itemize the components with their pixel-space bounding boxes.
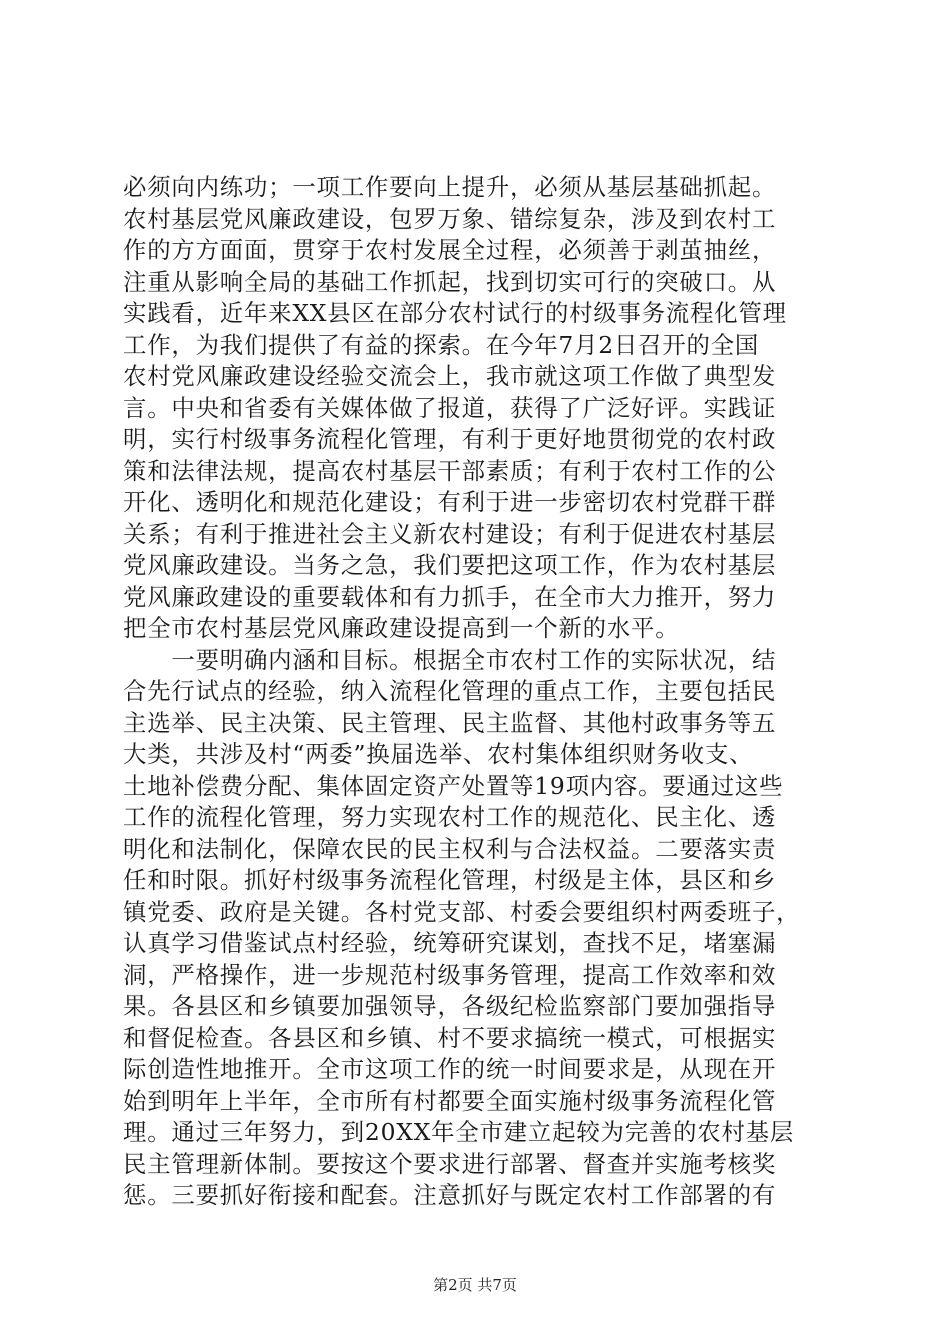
text-line: 明，实行村级事务流程化管理，有利于更好地贯彻党的农村政 (123, 425, 777, 453)
text-line: 注重从影响全局的基础工作抓起，找到切实可行的突破口。从 (123, 267, 777, 296)
text-line: 实践看，近年来XX县区在部分农村试行的村级事务流程化管理 (123, 299, 787, 327)
text-line: 开化、透明化和规范化建设；有利于进一步密切农村党群干群 (123, 488, 777, 516)
text-line: 民主管理新体制。要按这个要求进行部署、督查并实施考核奖 (123, 1149, 777, 1178)
text-line: 大类，共涉及村“两委”换届选举、农村集体组织财务收支、 (123, 740, 754, 768)
text-line: 把全市农村基层党风廉政建设提高到一个新的水平。 (123, 614, 680, 642)
text-line: 际创造性地推开。全市这项工作的统一时间要求是，从现在开 (123, 1055, 777, 1083)
text-line: 工作，为我们提供了有益的探索。在今年7月2日召开的全国 (123, 330, 760, 359)
text-line: 言。中央和省委有关媒体做了报道，获得了广泛好评。实践证 (123, 393, 777, 422)
text-line: 农村基层党风廉政建设，包罗万象、错综复杂，涉及到农村工 (123, 204, 777, 233)
page-number-footer: 第2页 共7页 (433, 1276, 517, 1294)
text-line: 主选举、民主决策、民主管理、民主监督、其他村政事务等五 (123, 708, 777, 737)
text-line: 作的方方面面，贯穿于农村发展全过程，必须善于剥茧抽丝， (123, 236, 777, 264)
text-line: 任和时限。抓好村级事务流程化管理，村级是主体，县区和乡 (123, 866, 777, 894)
text-line: 土地补偿费分配、集体固定资产处置等19项内容。要通过这些 (123, 771, 784, 800)
text-line: 党风廉政建设的重要载体和有力抓手，在全市大力推开，努力 (123, 582, 777, 611)
text-line: 洞，严格操作，进一步规范村级事务管理，提高工作效率和效 (123, 960, 777, 989)
text-line: 明化和法制化，保障农民的民主权利与合法权益。二要落实责 (123, 834, 777, 863)
text-line: 始到明年上半年，全市所有村都要全面实施村级事务流程化管 (123, 1086, 777, 1115)
body-text (123, 172, 835, 1212)
text-line: 工作的流程化管理，努力实现农村工作的规范化、民主化、透 (123, 803, 777, 831)
text-line: 关系；有利于推进社会主义新农村建设；有利于促进农村基层 (123, 519, 777, 548)
text-line: 果。各县区和乡镇要加强领导，各级纪检监察部门要加强指导 (123, 992, 777, 1020)
text-line: 一要明确内涵和目标。根据全市农村工作的实际状况，结 (123, 645, 777, 674)
text-line: 农村党风廉政建设经验交流会上，我市就这项工作做了典型发 (123, 362, 777, 390)
text-line: 党风廉政建设。当务之急，我们要把这项工作，作为农村基层 (123, 551, 777, 579)
text-line: 认真学习借鉴试点村经验，统筹研究谋划，查找不足，堵塞漏 (123, 929, 777, 957)
text-line: 理。通过三年努力，到20XX年全市建立起较为完善的农村基层 (123, 1118, 795, 1146)
text-line: 和督促检查。各县区和乡镇、村不要求搞统一模式，可根据实 (123, 1023, 777, 1052)
text-line: 惩。三要抓好衔接和配套。注意抓好与既定农村工作部署的有 (123, 1181, 777, 1209)
text-line: 镇党委、政府是关键。各村党支部、村委会要组织村两委班子， (123, 897, 801, 926)
text-line: 必须向内练功；一项工作要向上提升，必须从基层基础抓起。 (123, 173, 777, 201)
text-line: 合先行试点的经验，纳入流程化管理的重点工作，主要包括民 (123, 677, 777, 705)
text-line: 策和法律法规，提高农村基层干部素质；有利于农村工作的公 (123, 456, 777, 485)
